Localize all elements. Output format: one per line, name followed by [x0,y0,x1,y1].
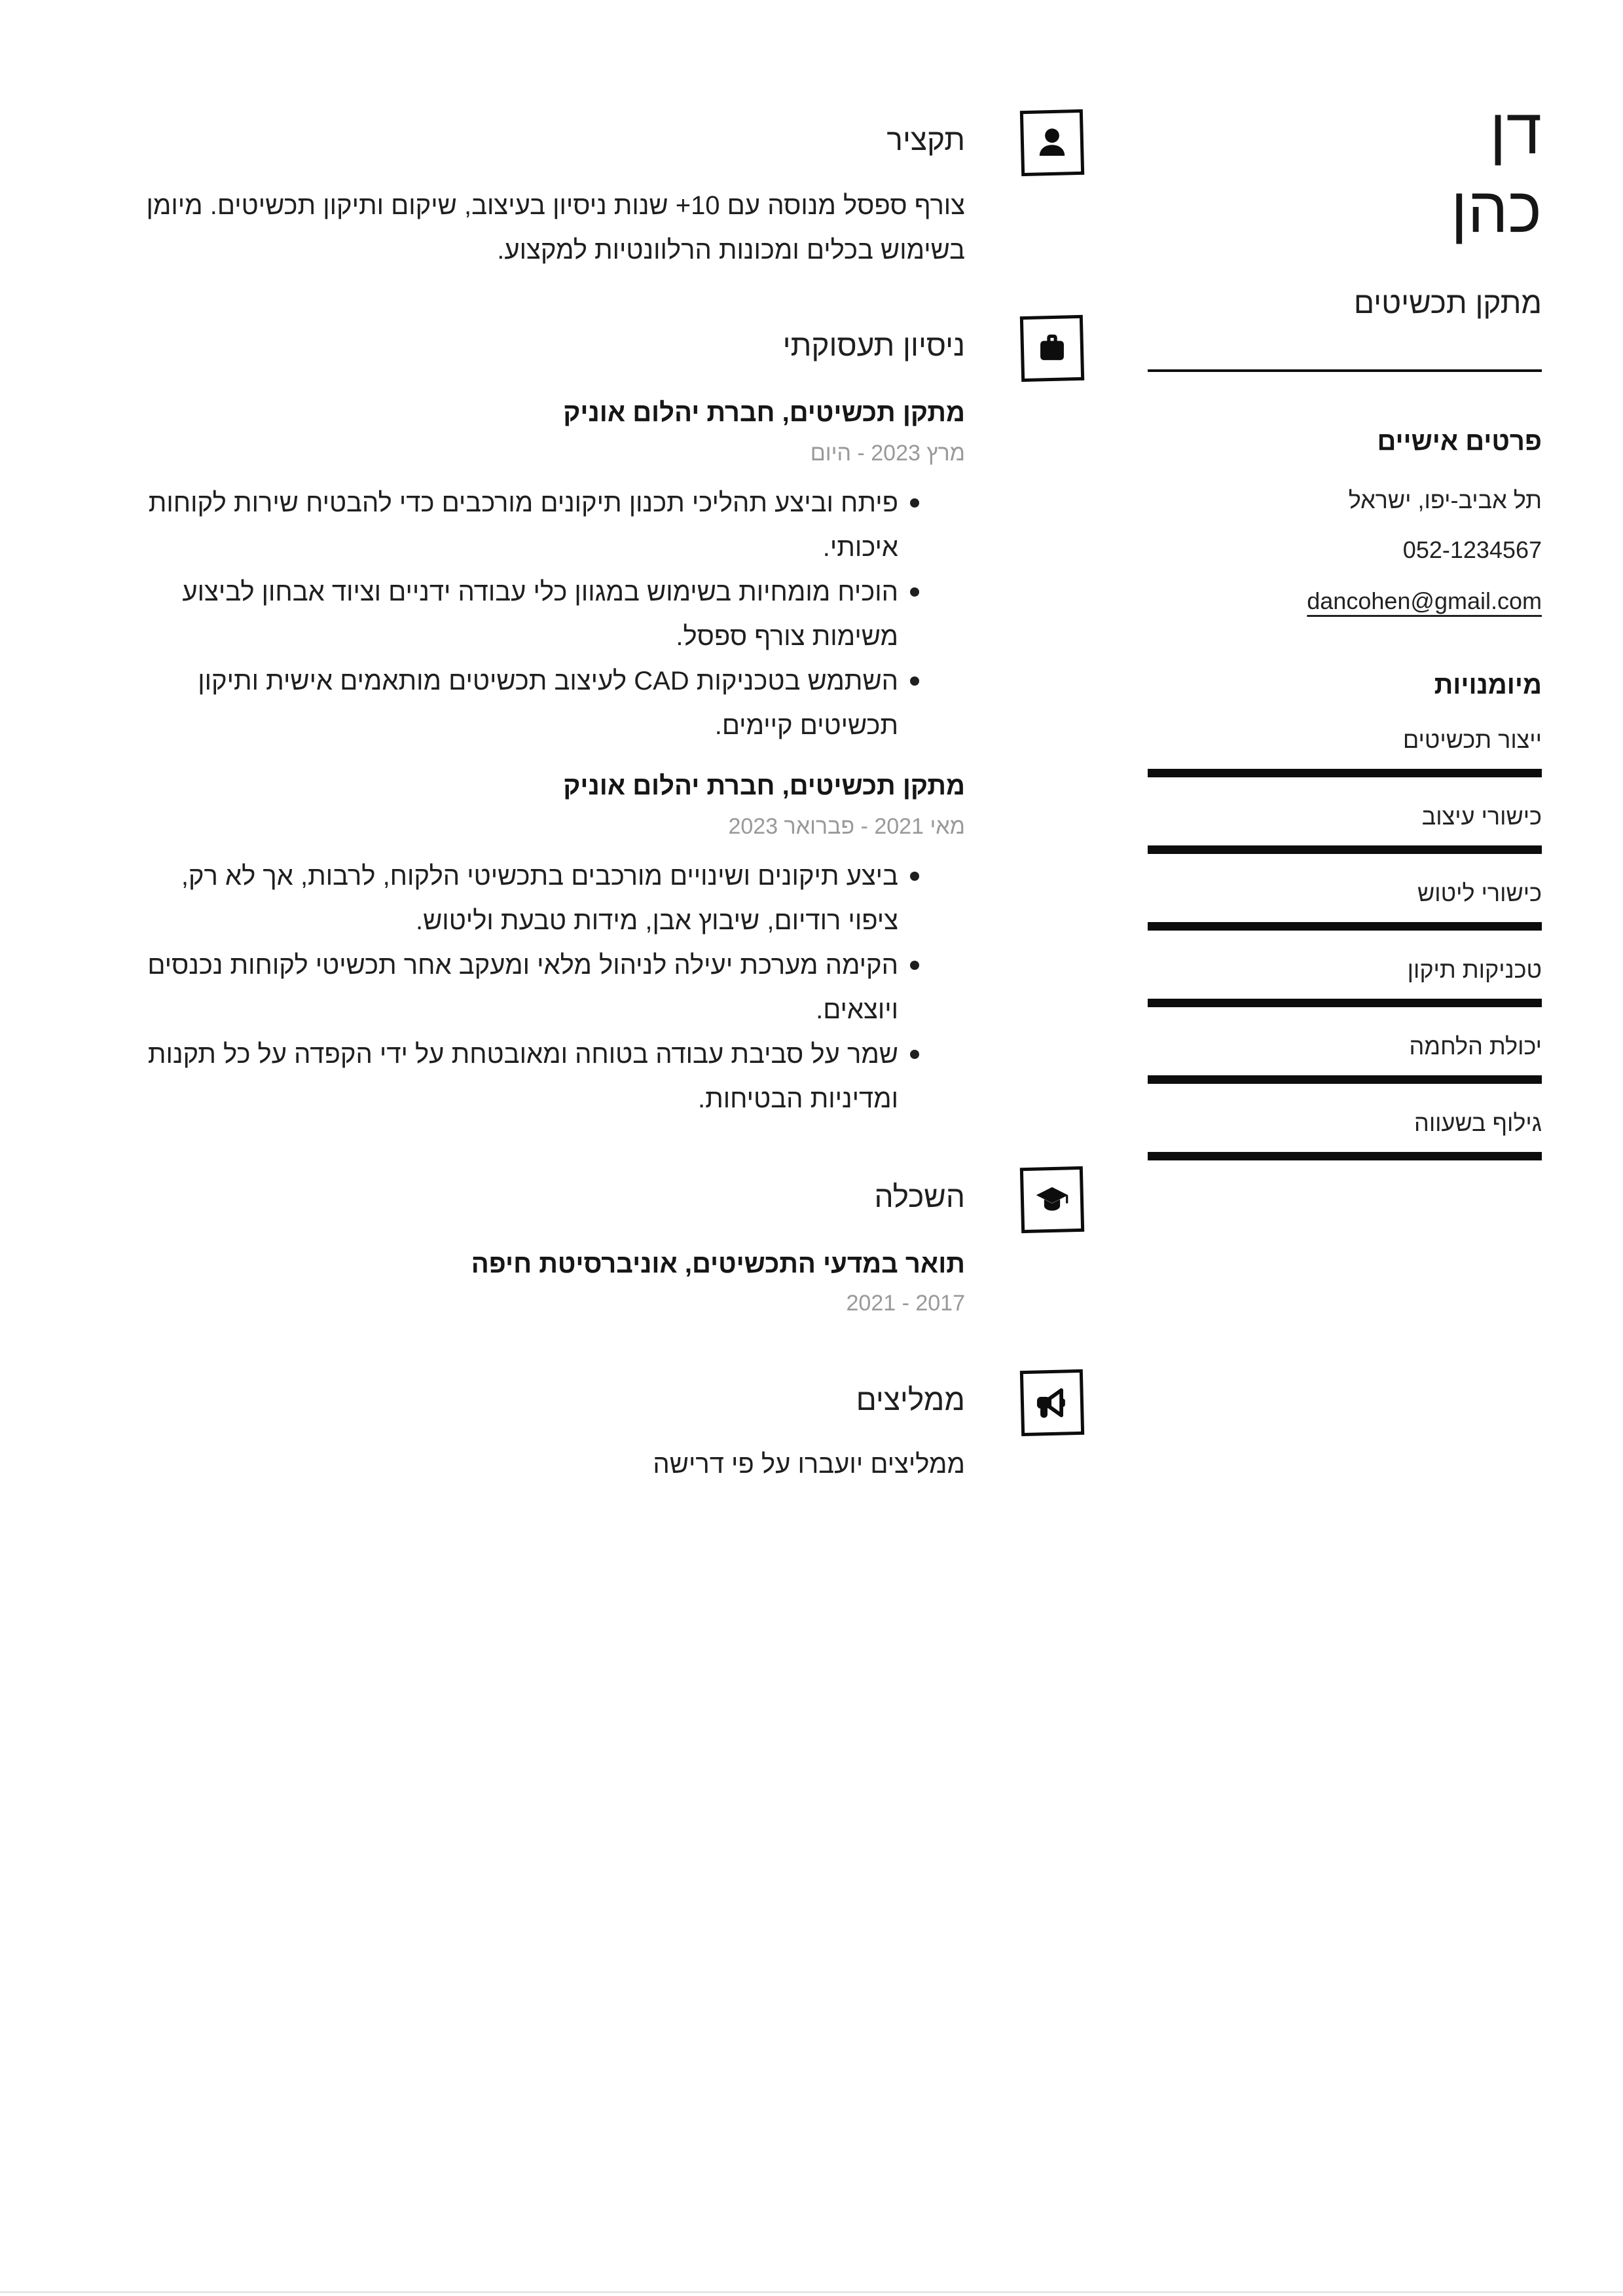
skills-header: מיומנויות [1434,671,1542,699]
job-entry [131,397,965,748]
skill-label: כישורי עיצוב [1421,803,1542,830]
section-education [131,1167,1084,1318]
name-last: כהן [1450,174,1542,246]
job-dates: מאי 2021 - פברואר 2023 [728,814,965,839]
skill-bar [1148,1152,1542,1160]
skill-label: גילוף בשעווה [1414,1109,1542,1136]
skill-bar-track [1148,922,1542,931]
skill-bar-track [1148,769,1542,777]
skill-item [1148,1032,1542,1084]
section-summary [131,110,1084,272]
skill-item [1148,802,1542,854]
skill-bar [1148,769,1542,777]
main-column [131,110,1084,1487]
job-dates: מרץ 2023 - היום [810,441,965,466]
megaphone-icon [1020,1369,1084,1436]
sidebar [1148,92,1542,1160]
job-bullet: הקימה מערכת יעילה לניהול מלאי ומעקב אחר תכשיטי לקוחות נכנסים ויוצאים. [131,943,965,1032]
job-bullets [131,854,965,1121]
skill-label: יכולת הלחמה [1409,1033,1542,1060]
skill-bar-track [1148,999,1542,1007]
references-text: ממליצים יועברו על פי דרישה [653,1450,965,1479]
education-dates: 2017 - 2021 [846,1291,965,1316]
skill-bar [1148,999,1542,1007]
section-references [131,1370,1084,1487]
section-experience [131,316,1084,1121]
skill-item [1148,955,1542,1007]
page-bottom-edge [0,2291,1623,2293]
references-title: ממליצים [856,1382,965,1416]
summary-text: צורף ספסל מנוסה עם 10+ שנות ניסיון בעיצוב, שיקום ותיקון תכשיטים. מיומן בשימוש בכלים ומכונות הרלוונטיות למקצוע. [146,191,965,265]
phone: 052-1234567 [1402,536,1542,563]
skill-label: טכניקות תיקון [1407,956,1542,983]
graduation-cap-icon [1020,1166,1084,1233]
job-title: מתקן תכשיטים, חברת יהלום אוניק [563,771,965,800]
job-bullet: הוכיח מומחיות בשימוש במגוון כלי עבודה ידניים וציוד אבחון לביצוע משימות צורף ספסל. [131,570,965,659]
email [1148,587,1542,616]
location: תל אביב-יפו, ישראל [1348,487,1542,513]
email-link[interactable]: dancohen@gmail.com [1307,587,1542,614]
education-title: השכלה [874,1179,965,1213]
skill-bar-track [1148,1152,1542,1160]
skill-bar-track [1148,1075,1542,1084]
degree: תואר במדעי התכשיטים, אוניברסיטת חיפה [471,1250,965,1278]
skill-item [1148,1109,1542,1160]
job-bullets [131,481,965,748]
personal-details-header: פרטים אישיים [1377,427,1542,456]
skill-item [1148,879,1542,931]
job-title: מתקן תכשיטים, חברת יהלום אוניק [563,398,965,427]
job-bullet: ביצע תיקונים ושינויים מורכבים בתכשיטי הלקוח, לרבות, אך לא רק, ציפוי רודיום, שיבוץ אבן, מידות טבעת וליטוש. [131,854,965,943]
experience-title: ניסיון תעסוקתי [782,328,965,362]
person-icon [1020,109,1084,176]
sidebar-divider [1148,369,1542,372]
name-first: דן [1489,95,1542,167]
experience-body [131,316,965,1121]
job-bullet: שמר על סביבת עבודה בטוחה ומאובטחת על ידי הקפדה על כל תקנות ומדיניות הבטיחות. [131,1032,965,1121]
skill-label: ייצור תכשיטים [1402,726,1542,753]
skill-label: כישורי ליטוש [1417,880,1542,906]
skill-bar [1148,922,1542,931]
candidate-job-title: מתקן תכשיטים [1353,286,1542,320]
candidate-name [1148,92,1542,249]
job-entry [131,770,965,1121]
skill-bar [1148,1075,1542,1084]
skill-bar [1148,845,1542,854]
skill-item [1148,726,1542,777]
references-body [131,1370,965,1487]
briefcase-icon [1020,315,1084,382]
summary-title: תקציר [886,122,965,157]
education-body [131,1167,965,1318]
job-bullet: השתמש בטכניקות CAD לעיצוב תכשיטים מותאמים אישית ותיקון תכשיטים קיימים. [131,659,965,748]
summary-body [131,110,965,272]
job-bullet: פיתח וביצע תהליכי תכנון תיקונים מורכבים כדי להבטיח שירות לקוחות איכותי. [131,481,965,570]
skill-bar-track [1148,845,1542,854]
